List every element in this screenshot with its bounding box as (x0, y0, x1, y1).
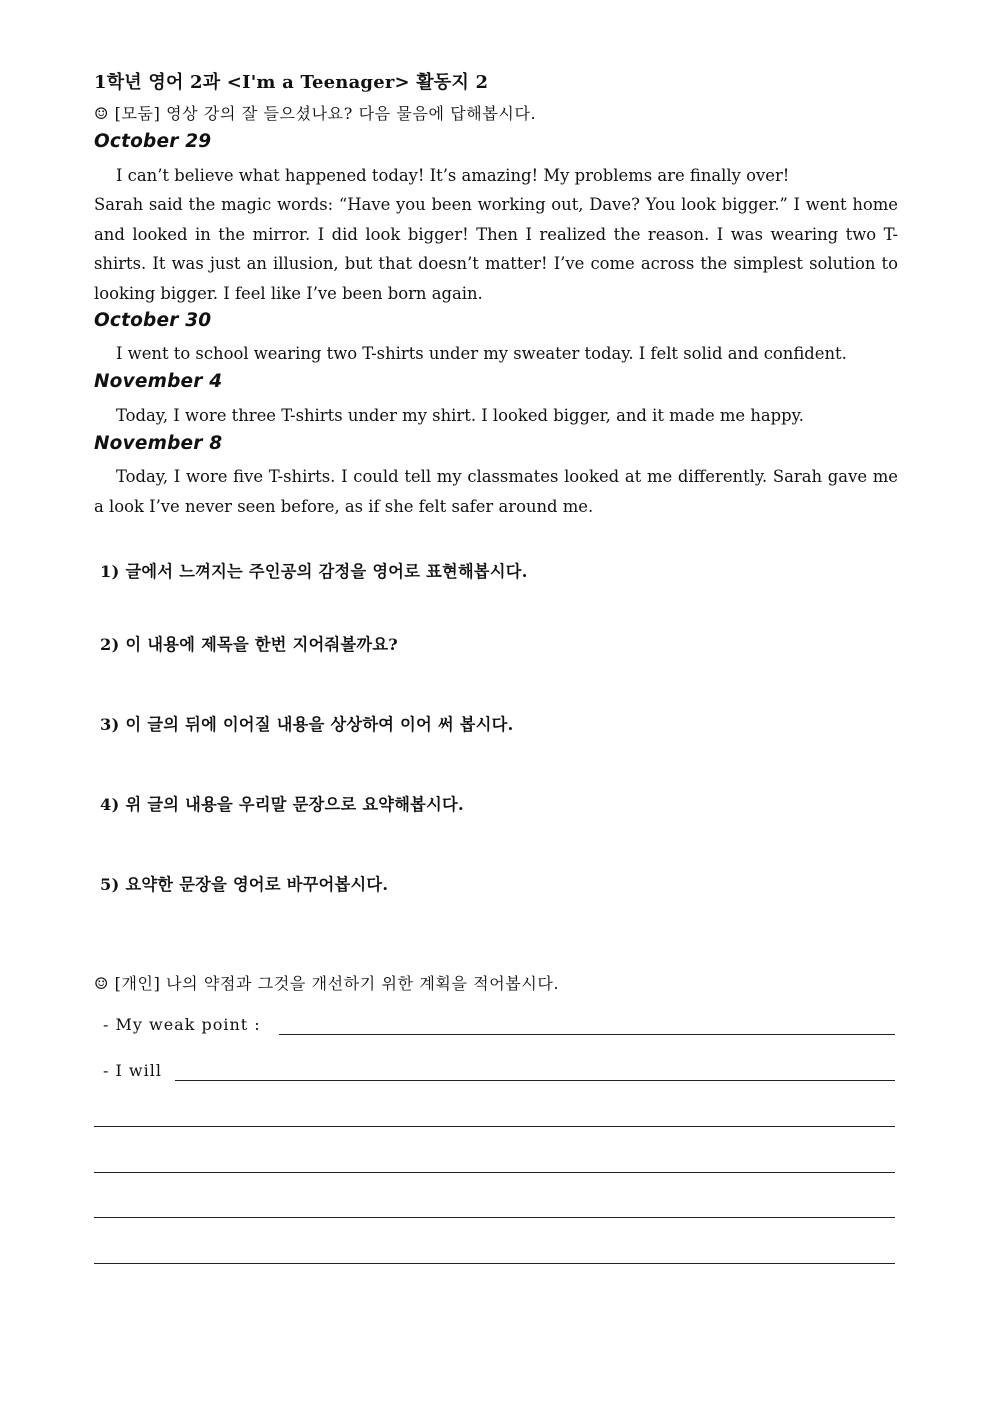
weak-point-answer-line[interactable] (279, 1034, 895, 1035)
individual-instruction: ☺ [개인] 나의 약점과 그것을 개선하기 위한 계획을 적어봅시다. (94, 974, 560, 993)
question-5: 5) 요약한 문장을 영어로 바꾸어봅시다. (100, 875, 389, 894)
i-will-answer-line[interactable] (175, 1080, 895, 1081)
diary-entry-nov8: Today, I wore five T-shirts. I could tell my classmates looked at me differently. Sarah gave me a look I’ve never seen before, as if she felt safer around me. (94, 467, 898, 516)
diary-date-nov4: November 4 (94, 371, 223, 392)
group-instruction: ☺ [모둠] 영상 강의 잘 들으셨나요? 다음 물음에 답해봅시다. (94, 104, 537, 123)
i-will-label: - I will (103, 1061, 162, 1080)
diary-date-oct29: October 29 (94, 131, 212, 152)
question-4: 4) 위 글의 내용을 우리말 문장으로 요약해봅시다. (100, 795, 464, 814)
writing-line-3[interactable] (94, 1217, 895, 1218)
diary-date-nov8: November 8 (94, 433, 223, 454)
question-1: 1) 글에서 느껴지는 주인공의 감정을 영어로 표현해봅시다. (100, 562, 528, 581)
question-3: 3) 이 글의 뒤에 이어질 내용을 상상하여 이어 써 봅시다. (100, 715, 514, 734)
writing-line-4[interactable] (94, 1263, 895, 1264)
writing-line-2[interactable] (94, 1172, 895, 1173)
diary-date-oct30: October 30 (94, 310, 212, 331)
diary-entry-oct29-line1: I can’t believe what happened today! It’s amazing! My problems are finally over! (116, 166, 790, 185)
diary-entry-nov4: Today, I wore three T-shirts under my shirt. I looked bigger, and it made me happy. (116, 406, 804, 425)
question-2: 2) 이 내용에 제목을 한번 지어줘볼까요? (100, 635, 399, 654)
diary-entry-oct29-body: Sarah said the magic words: “Have you been working out, Dave? You look bigger.” I went home and looked in the mirror. I did look bigger! Then I realized the reason. I was wearing two T-shirts. It was just an illusion, but that doesn’t matter! I’ve come across the simplest solution to looking bigger. I feel like I’ve been born again. (94, 195, 898, 303)
diary-entry-oct30: I went to school wearing two T-shirts under my sweater today. I felt solid and confident. (116, 344, 847, 363)
writing-line-1[interactable] (94, 1126, 895, 1127)
weak-point-label: - My weak point : (103, 1015, 261, 1034)
worksheet-title: 1학년 영어 2과 <I'm a Teenager> 활동지 2 (94, 72, 489, 93)
